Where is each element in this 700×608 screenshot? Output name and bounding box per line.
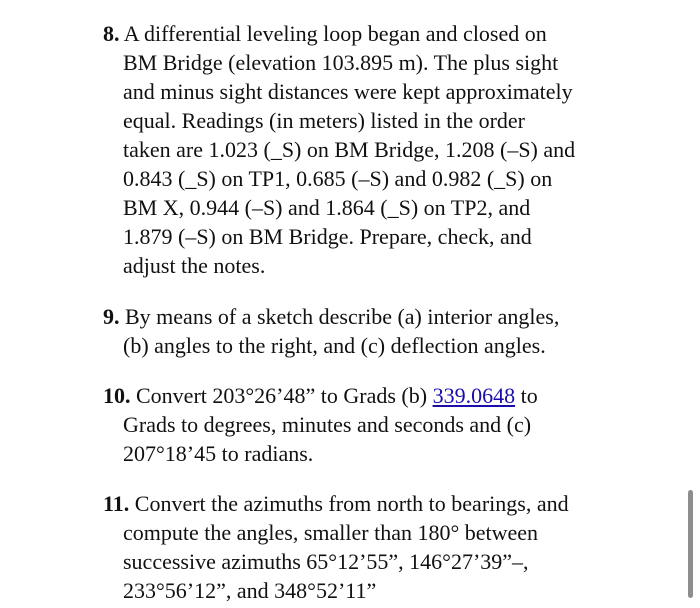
problem-line: 1.879 (–S) on BM Bridge. Prepare, check, and (123, 224, 532, 249)
problem-line: equal. Readings (in meters) listed in the order (123, 108, 525, 133)
problem-line: 207°18’45 to radians. (123, 441, 314, 466)
problem-10 (103, 381, 643, 468)
problem-text: to (515, 383, 538, 408)
problem-9 (103, 302, 643, 360)
problem-line: 0.843 (_S) on TP1, 0.685 (–S) and 0.982 (_S) on (123, 166, 553, 191)
problem-line: adjust the notes. (123, 253, 266, 278)
problem-line (103, 381, 643, 410)
problem-line (103, 302, 643, 331)
value-link[interactable]: 339.0648 (432, 383, 516, 408)
problem-line: BM Bridge (elevation 103.895 m). The plus sight (123, 50, 559, 75)
problem-line: 233°56’12”, and 348°52’11” (123, 578, 377, 603)
problem-line (103, 489, 643, 518)
problem-line (103, 19, 643, 48)
problem-number: 8. (103, 21, 120, 46)
problem-8 (103, 19, 643, 280)
problem-line: compute the angles, smaller than 180° between (123, 520, 539, 545)
vertical-scrollbar[interactable] (688, 490, 693, 598)
problem-line: successive azimuths 65°12’55”, 146°27’39”–, (123, 549, 529, 574)
problem-text: Convert 203°26’48” to Grads (b) (130, 383, 433, 408)
problem-line: BM X, 0.944 (–S) and 1.864 (_S) on TP2, and (123, 195, 531, 220)
problem-text: By means of a sketch describe (a) interior angles, (119, 304, 560, 329)
problem-number: 9. (103, 304, 120, 329)
problem-number: 10. (103, 383, 131, 408)
problem-line: and minus sight distances were kept approximately (123, 79, 573, 104)
problem-line: (b) angles to the right, and (c) deflection angles. (123, 333, 546, 358)
problem-11 (103, 489, 643, 605)
problem-text: Convert the azimuths from north to bearings, and (129, 491, 569, 516)
problem-line: Grads to degrees, minutes and seconds and (c) (123, 412, 532, 437)
problem-number: 11. (103, 491, 130, 516)
problem-line: taken are 1.023 (_S) on BM Bridge, 1.208 (–S) and (123, 137, 576, 162)
problem-text: A differential leveling loop began and closed on (119, 21, 547, 46)
